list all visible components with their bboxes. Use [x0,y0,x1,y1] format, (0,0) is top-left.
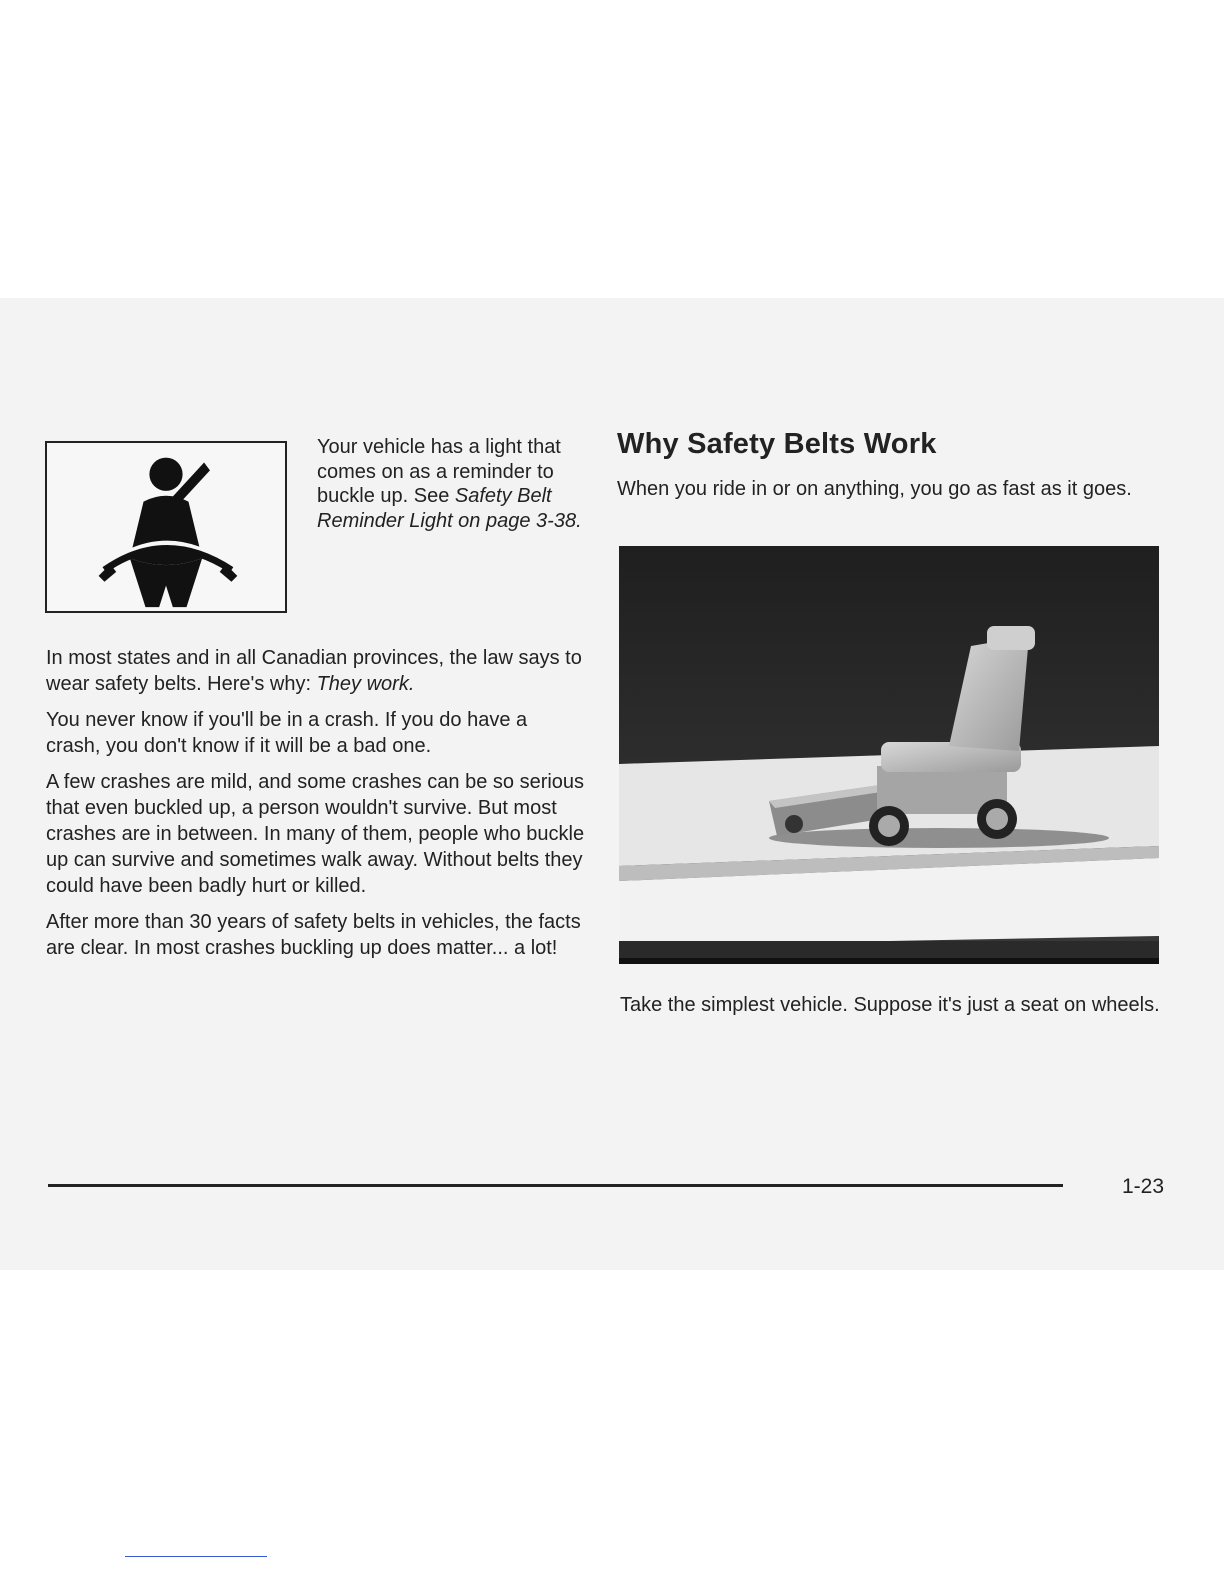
paragraph-crash-severity: A few crashes are mild, and some crashes can be so serious that even buckled up, a person wouldn't survive. But most crashes are in between. In many of them, people who buckle up can survive and sometimes walk away. Without belts they could have been badly hurt or killed. [46,771,585,897]
page-number: 1-23 [1121,1175,1164,1198]
section-intro: When you ride in or on anything, you go as fast as it goes. [617,478,1132,500]
illustration-caption: Take the simplest vehicle. Suppose it's just a seat on wheels. [620,994,1160,1016]
paragraph-law [46,645,586,697]
seat-on-wheels-illustration [619,546,1159,964]
reminder-text: Your vehicle has a light that comes on as a reminder to buckle up. See [317,436,561,507]
bottom-link-underline [125,1556,267,1557]
reminder-paragraph [317,435,587,533]
section-heading: Why Safety Belts Work [617,428,937,460]
seatbelt-reminder-icon [45,441,287,613]
paragraph-facts: After more than 30 years of safety belts in vehicles, the facts are clear. In most crashes buckling up does matter... a lot! [46,911,581,959]
reminder-reference-link[interactable]: Safety Belt Reminder Light on page 3-38. [317,485,582,532]
paragraph-law-text: In most states and in all Canadian provinces, the law says to wear safety belts. Here's why: [46,647,582,695]
left-column [46,645,586,971]
paragraph-crash: You never know if you'll be in a crash. If you do have a crash, you don't know if it will be a bad one. [46,709,528,757]
footer-rule [48,1184,1063,1187]
paragraph-law-emphasis: They work. [316,673,415,695]
